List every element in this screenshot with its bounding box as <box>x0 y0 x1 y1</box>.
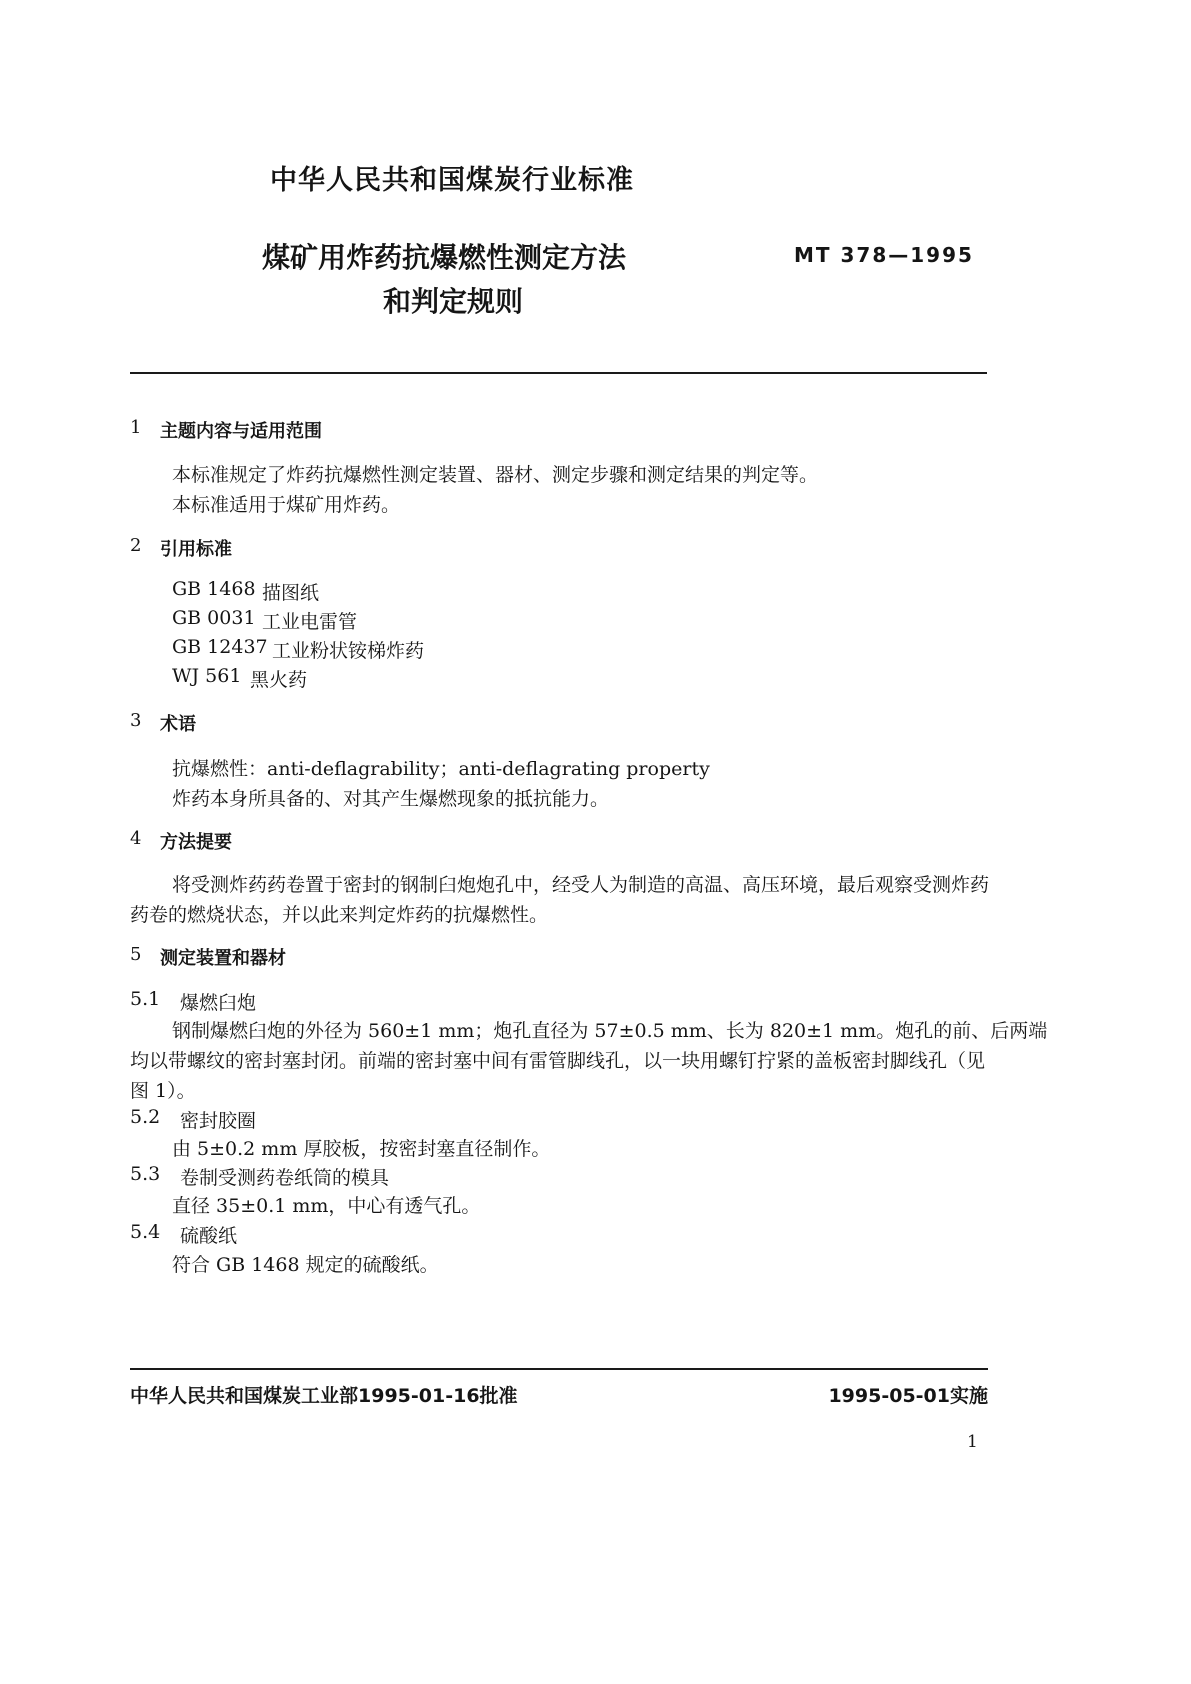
section-1-paragraph: 本标准规定了炸药抗爆燃性测定装置、器材、测定步骤和测定结果的判定等。 <box>172 464 819 486</box>
section-4-paragraph: 将受测炸药药卷置于密封的钢制臼炮炮孔中，经受人为制造的高温、高压环境，最后观察受测炸药 <box>172 874 990 896</box>
subsection-title: 硫酸纸 <box>180 1225 238 1247</box>
section-5-title: 测定装置和器材 <box>160 948 286 969</box>
subsection-paragraph: 图 1）。 <box>130 1080 196 1102</box>
section-2-number: 2 <box>130 535 142 556</box>
document-title-line2: 和判定规则 <box>383 285 524 318</box>
reference-name: 黑火药 <box>250 669 308 691</box>
footer-divider <box>130 1368 988 1370</box>
reference-code: GB 12437 <box>172 636 268 658</box>
reference-name: 工业电雷管 <box>262 611 358 633</box>
section-1-title: 主题内容与适用范围 <box>160 421 322 442</box>
subsection-paragraph: 均以带螺纹的密封塞封闭。前端的密封塞中间有雷管脚线孔，以一块用螺钉拧紧的盖板密封脚线孔（见 <box>130 1050 986 1072</box>
reference-code: GB 0031 <box>172 607 256 629</box>
reference-name: 工业粉状铵梯炸药 <box>272 640 425 662</box>
subsection-title: 密封胶圈 <box>180 1110 257 1132</box>
issuing-organization: 中华人民共和国煤炭行业标准 <box>270 165 634 196</box>
subsection-number: 5.4 <box>130 1221 161 1243</box>
section-3-number: 3 <box>130 710 142 731</box>
subsection-paragraph: 由 5±0.2 mm 厚胶板，按密封塞直径制作。 <box>172 1138 551 1160</box>
section-5-number: 5 <box>130 944 142 965</box>
subsection-paragraph: 符合 GB 1468 规定的硫酸纸。 <box>172 1254 439 1276</box>
section-4-title: 方法提要 <box>160 832 232 853</box>
subsection-title: 爆燃臼炮 <box>180 992 257 1014</box>
standard-code: MT 378—1995 <box>794 243 974 267</box>
subsection-paragraph: 钢制爆燃臼炮的外径为 560±1 mm；炮孔直径为 57±0.5 mm、长为 820±1 mm。炮孔的前、后两端 <box>172 1020 1048 1042</box>
header-divider <box>130 372 987 374</box>
subsection-paragraph: 直径 35±0.1 mm，中心有透气孔。 <box>172 1195 481 1217</box>
reference-code: GB 1468 <box>172 578 256 600</box>
subsection-title: 卷制受测药卷纸筒的模具 <box>180 1167 390 1189</box>
section-1-paragraph: 本标准适用于煤矿用炸药。 <box>172 494 401 516</box>
section-4-number: 4 <box>130 828 142 849</box>
section-4-paragraph: 药卷的燃烧状态，并以此来判定炸药的抗爆燃性。 <box>130 904 549 926</box>
term-definition: 炸药本身所具备的、对其产生爆燃现象的抵抗能力。 <box>172 788 610 810</box>
document-title-line1: 煤矿用炸药抗爆燃性测定方法 <box>262 241 627 274</box>
reference-code: WJ 561 <box>172 665 242 687</box>
subsection-number: 5.1 <box>130 988 161 1010</box>
term-entry: 抗爆燃性：anti-deflagrability；anti-deflagrating property <box>172 758 710 780</box>
implementation-date: 1995-05-01实施 <box>828 1385 988 1407</box>
subsection-number: 5.3 <box>130 1163 161 1185</box>
approval-statement: 中华人民共和国煤炭工业部1995-01-16批准 <box>130 1385 518 1407</box>
section-3-title: 术语 <box>160 714 196 735</box>
page-number: 1 <box>967 1432 978 1452</box>
subsection-number: 5.2 <box>130 1106 161 1128</box>
reference-name: 描图纸 <box>262 582 320 604</box>
section-1-number: 1 <box>130 417 142 438</box>
section-2-title: 引用标准 <box>160 539 232 560</box>
